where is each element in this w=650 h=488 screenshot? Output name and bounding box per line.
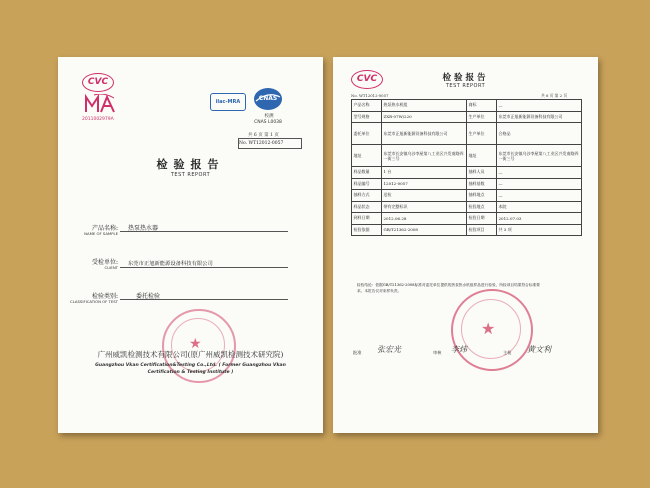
table-value-cell: ZXR-07W/220 (382, 111, 467, 123)
table-label-cell: 委托单位 (352, 123, 382, 145)
table-label-cell: 抽样人员 (467, 167, 497, 179)
table-row (352, 145, 582, 167)
report-title-en: TEST REPORT (445, 83, 486, 89)
report-title: 检验报告 (156, 158, 225, 171)
page-info: 共 6 页 第 1 页 (248, 133, 279, 138)
table-label-cell: 地址 (352, 145, 382, 167)
table-label-cell: 到样日期 (352, 213, 382, 225)
inspector-label: 主检 (503, 350, 512, 355)
table-value-cell: 1 台 (382, 167, 467, 179)
table-value-cell: 2012.07.03 (497, 213, 582, 225)
product-name-label: 产品名称: (91, 225, 118, 232)
table-label-cell: 检验地点 (467, 201, 497, 213)
test-class-value: 委托检验 (136, 293, 161, 300)
product-name-underline (120, 231, 288, 232)
table-row (352, 213, 582, 225)
company-name-en-line1: Guangzhou Vkan Certification&Testing Co.,Ltd. ( Former Guangzhou Vkan (95, 363, 286, 368)
cnas-caption: 校测 (264, 114, 274, 119)
report-number-label: No. (351, 93, 358, 98)
table-value-cell: 东莞市正旭新能源设备科技有限公司 (382, 123, 467, 145)
table-label-cell: 抽样方式 (352, 190, 382, 202)
table-label-cell: 样品状态 (352, 201, 382, 213)
cvc-logo: CVC (351, 70, 383, 89)
product-name-label-en: NAME OF SAMPLE (84, 231, 118, 236)
client-label: 受检单位: (91, 259, 118, 266)
test-class-underline (120, 299, 288, 300)
table-row (352, 123, 582, 145)
report-number: WT12012-0057 (248, 141, 284, 146)
table-label-cell: 产品名称 (352, 100, 382, 112)
report-number-box (238, 138, 302, 149)
reviewer-signature: 李炜 (451, 345, 467, 354)
test-conclusion: 检验结论：依据GB/T21362-2008标准对委托单位提供的热泵热水机组样品进行检验，所检项目结果符合标准要求。本报告仅对来样负责。 (357, 283, 540, 293)
table-row (352, 167, 582, 179)
report-number-value: WT12012-0057 (358, 93, 389, 98)
report-detail-page (333, 57, 598, 433)
table-label-cell: 检验依据 (352, 224, 382, 236)
table-value-cell: — (497, 178, 582, 190)
cma-logo (84, 94, 118, 114)
company-name-en-line2: Certification & Testing Institute ) (147, 370, 234, 375)
cnas-number: CNAS L0038 (254, 120, 282, 125)
table-label-cell: 商标 (467, 100, 497, 112)
seal-star-icon: ★ (189, 336, 202, 352)
table-row (352, 201, 582, 213)
table-value-cell: — (497, 167, 582, 179)
table-value-cell: 东莞市长安镇乌沙李屋第八工业区兴发南路四一街三号 (382, 145, 467, 167)
table-label-cell: 样品数量 (352, 167, 382, 179)
table-label-cell: 抽样地点 (467, 190, 497, 202)
table-row (352, 111, 582, 123)
table-value-cell: 送检 (382, 190, 467, 202)
inspector-signature: 黄文利 (527, 345, 551, 354)
table-value-cell: — (497, 100, 582, 112)
table-label-cell: 抽样基数 (467, 178, 497, 190)
table-value-cell: 2012.06.28 (382, 213, 467, 225)
table-label-cell: 生产单位 (467, 123, 497, 145)
table-value-cell: 本院 (497, 201, 582, 213)
table-value-cell: — (497, 190, 582, 202)
client-label-en: CLIENT (104, 265, 118, 270)
table-label-cell: 型号规格 (352, 111, 382, 123)
report-title-en: TEST REPORT (170, 172, 211, 178)
test-class-label: 检验类别: (91, 293, 118, 300)
client-underline (120, 267, 288, 268)
table-value-cell: 12012-0057 (382, 178, 467, 190)
table-label-cell: 检验日期 (467, 213, 497, 225)
seal-star-icon: ★ (481, 319, 496, 338)
table-label-cell: 生产单位 (467, 111, 497, 123)
table-label-cell: 地址 (467, 145, 497, 167)
table-value-cell: GB/T21362-2008 (382, 224, 467, 236)
report-number-label: No. (239, 141, 247, 146)
page-info: 共 6 页 第 2 页 (541, 93, 568, 98)
table-value-cell: 合格品 (497, 123, 582, 145)
cma-code: 2011002979A (82, 117, 114, 122)
company-name: 广州威凯检测技术有限公司(原广州威凯检测技术研究院) (97, 350, 284, 359)
cnas-label: CNAS (258, 95, 278, 102)
reviewer-label: 审核 (433, 350, 442, 355)
table-row (352, 100, 582, 112)
table-label-cell: 检验项目 (467, 224, 497, 236)
table-value-cell: 热泵热水机组 (382, 100, 467, 112)
approver-label: 批准 (353, 350, 362, 355)
table-value-cell: 共 3 项 (497, 224, 582, 236)
test-class-label-en: CLASSIFICATION OF TEST (70, 299, 118, 304)
product-name-value: 热泵热水器 (128, 225, 159, 232)
ilac-mra-logo: ilac-MRA (210, 93, 246, 111)
report-info-table (351, 99, 582, 236)
table-row (352, 190, 582, 202)
report-number (351, 93, 388, 98)
report-title: 检验报告 (442, 73, 489, 83)
report-cover-page (58, 57, 323, 433)
table-row (352, 178, 582, 190)
table-value-cell: 东莞市正旭新能源设备科技有限公司 (497, 111, 582, 123)
client-value: 东莞市正旭新能源设备科技有限公司 (128, 261, 213, 267)
table-value-cell: 东莞市长安镇乌沙李屋第八工业区兴发南路四一街三号 (497, 145, 582, 167)
table-value-cell: 带有完整标识 (382, 201, 467, 213)
cvc-logo: CVC (82, 73, 114, 92)
table-label-cell: 样品编号 (352, 178, 382, 190)
approver-signature: 张宏光 (377, 345, 401, 354)
table-row (352, 224, 582, 236)
